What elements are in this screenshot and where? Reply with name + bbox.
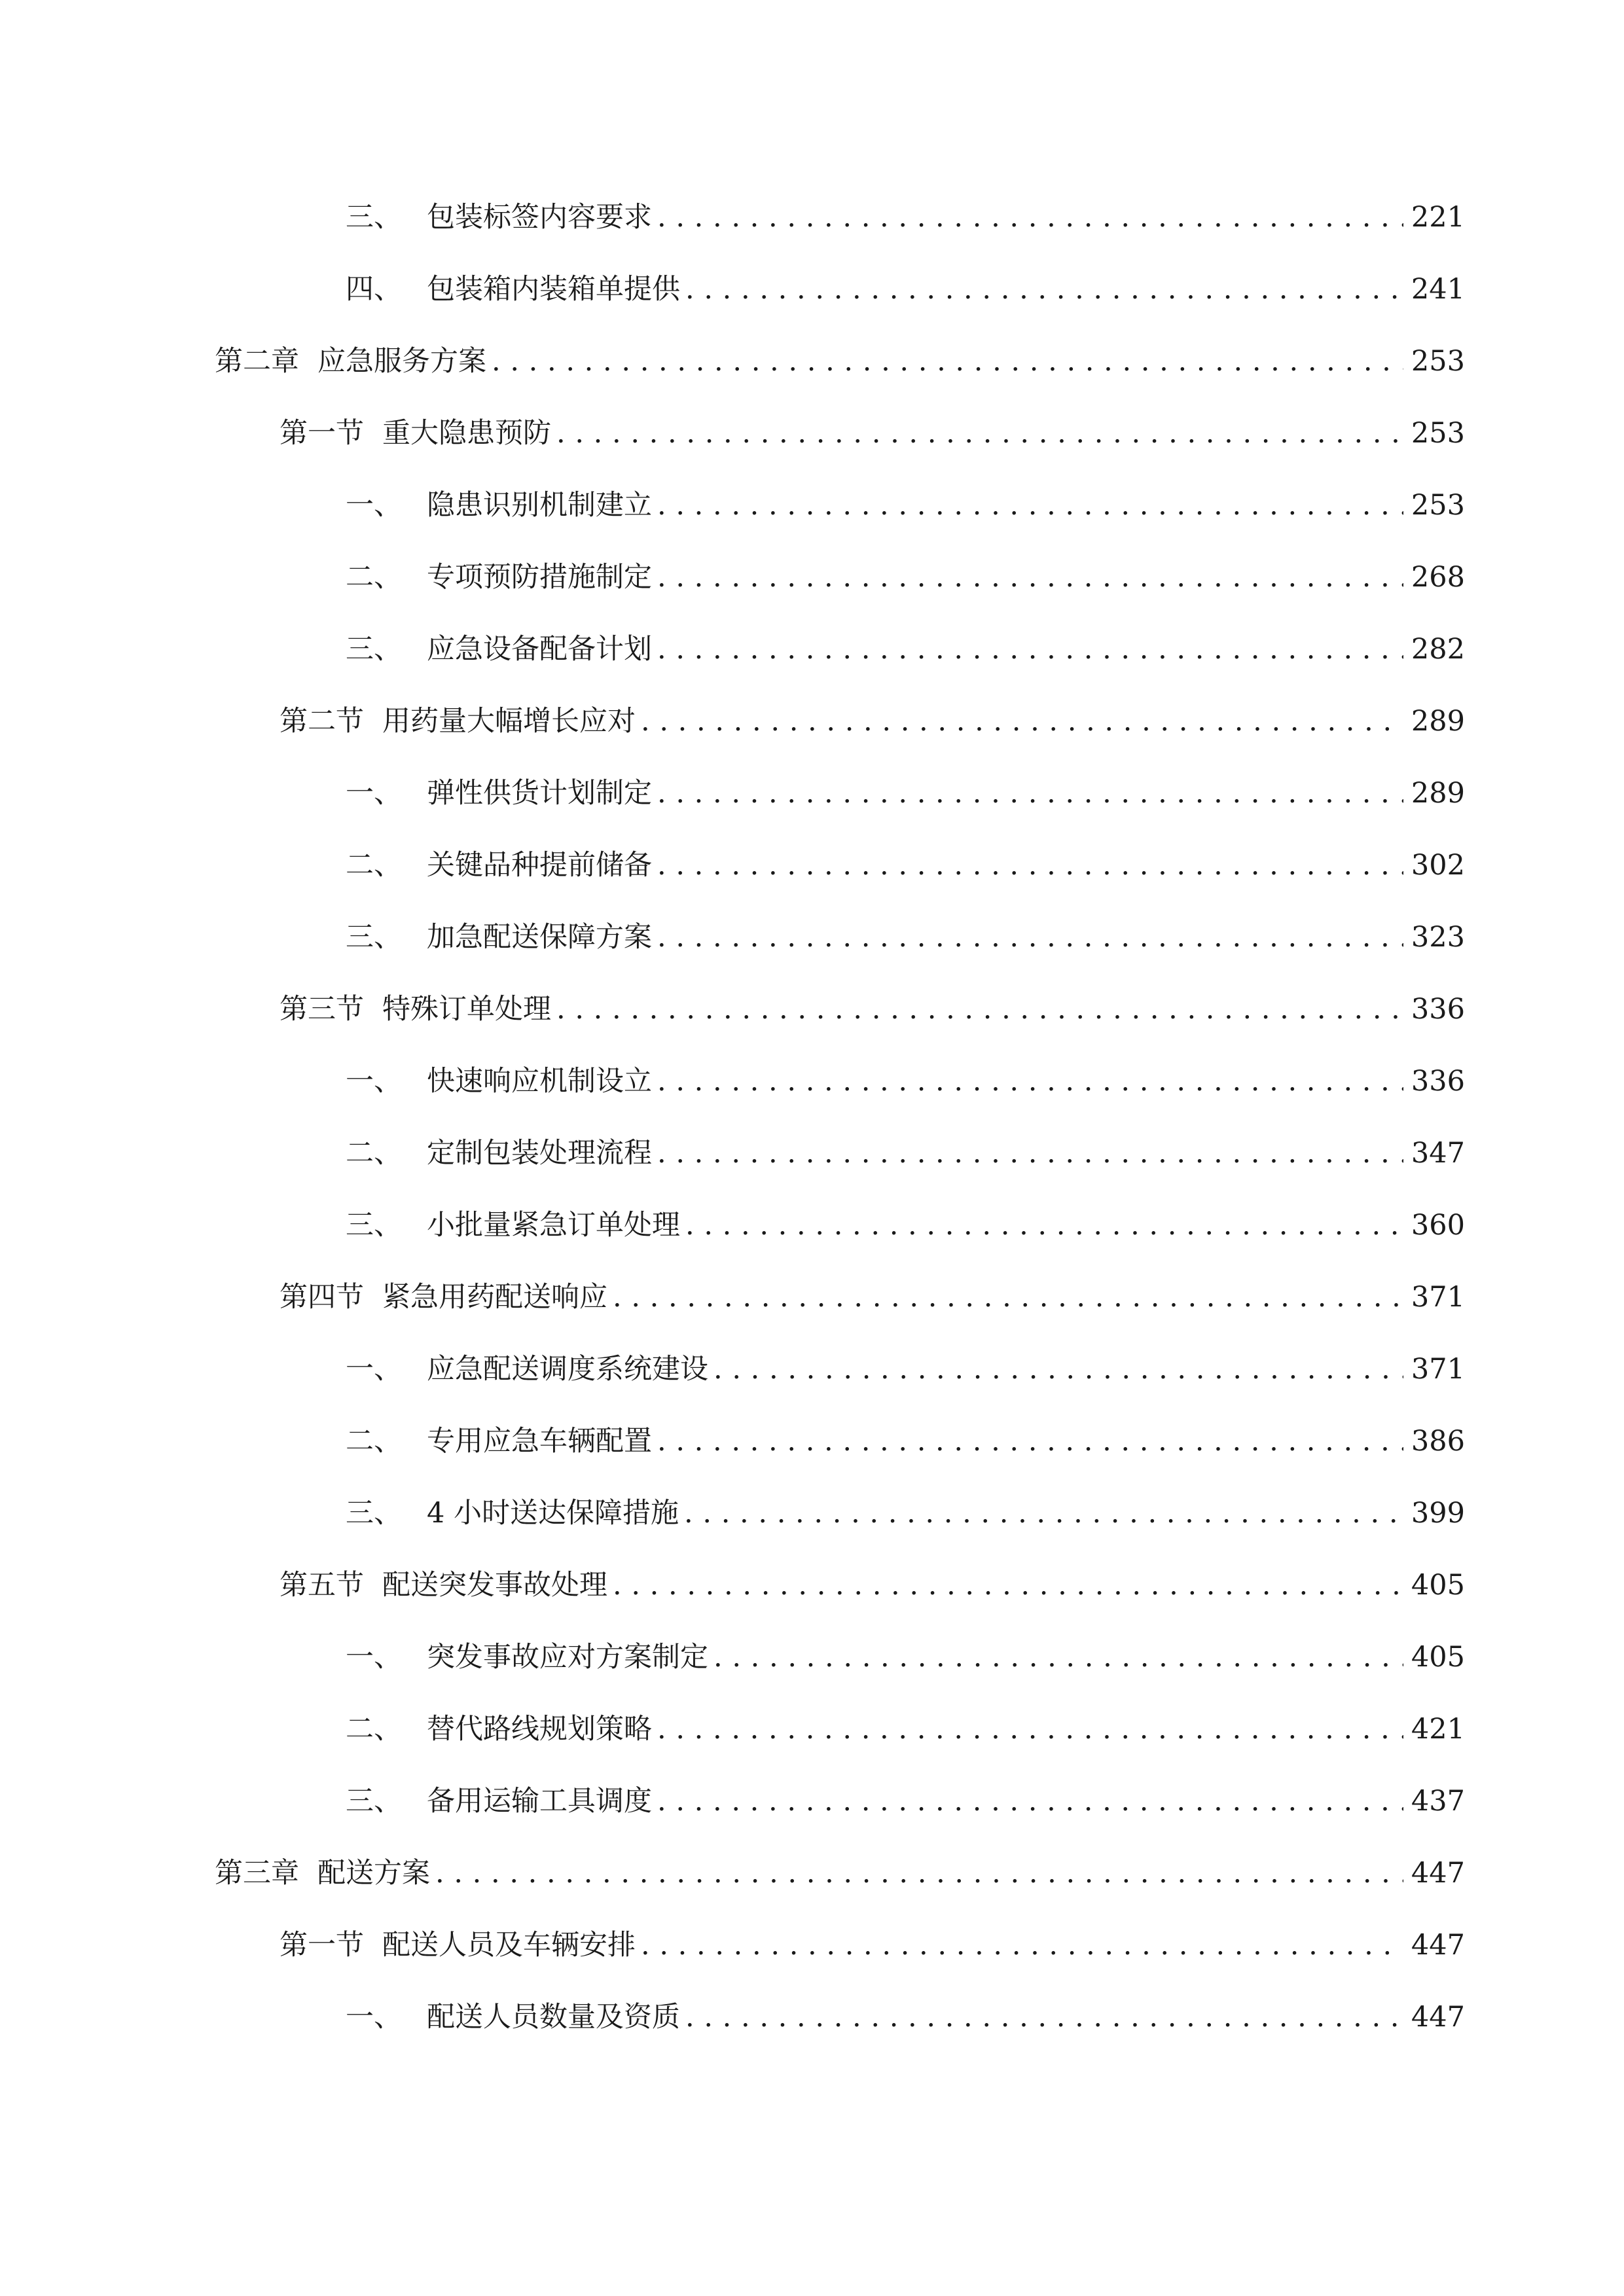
toc-entry-page-number: 289 [1411,705,1465,738]
toc-dot-leader [641,698,1403,744]
toc-entry-title: 包装箱内装箱单提供 [427,273,680,306]
toc-entry[interactable] [280,410,1465,456]
toc-dot-leader [657,554,1403,600]
toc-entry-number: 二、 [346,1137,402,1170]
toc-entry-number: 二、 [346,1713,402,1746]
toc-entry-number: 三、 [346,921,402,954]
toc-entry-title: 专项预防措施制定 [427,561,652,594]
toc-entry[interactable] [346,770,1465,816]
toc-dot-leader [657,1130,1403,1176]
toc-entry[interactable] [346,194,1465,240]
toc-entry[interactable] [280,986,1465,1032]
toc-entry[interactable] [346,482,1465,528]
toc-entry[interactable] [280,698,1465,744]
toc-entry-title: 特殊订单处理 [382,993,551,1026]
toc-entry[interactable] [346,1130,1465,1176]
toc-entry-title: 用药量大幅增长应对 [382,705,636,738]
toc-entry-title: 包装标签内容要求 [427,201,652,234]
toc-entry-number: 三、 [346,1209,402,1242]
toc-dot-leader [641,1922,1403,1968]
toc-entry-number: 第二节 [280,705,364,738]
toc-dot-leader [713,1346,1403,1392]
toc-entry[interactable] [280,1562,1465,1608]
toc-entry-title: 弹性供货计划制定 [427,777,652,810]
toc-entry-title: 配送人员及车辆安排 [382,1929,636,1962]
toc-entry-number: 三、 [346,633,402,666]
toc-entry-title: 隐患识别机制建立 [427,489,652,522]
toc-dot-leader [657,626,1403,672]
toc-entry-page-number: 253 [1411,489,1465,522]
toc-entry-title: 4 小时送达保障措施 [427,1497,679,1530]
toc-entry[interactable] [346,554,1465,600]
toc-dot-leader [657,1058,1403,1104]
toc-entry-page-number: 241 [1411,273,1465,306]
toc-entry-page-number: 405 [1411,1641,1465,1674]
toc-entry-number: 四、 [346,273,402,306]
toc-entry[interactable] [280,1922,1465,1968]
toc-entry-number: 三、 [346,1497,402,1530]
toc-dot-leader [685,1202,1403,1248]
toc-entry[interactable] [346,1346,1465,1392]
toc-entry-page-number: 447 [1411,1857,1465,1890]
toc-entry-page-number: 405 [1411,1569,1465,1602]
toc-entry[interactable] [346,914,1465,960]
toc-entry-page-number: 421 [1411,1713,1465,1746]
toc-dot-leader [657,1706,1403,1752]
toc-entry-page-number: 336 [1411,1065,1465,1098]
toc-entry-title: 突发事故应对方案制定 [427,1641,708,1674]
toc-entry-number: 第二章 [215,345,299,378]
toc-dot-leader [492,338,1403,384]
toc-entry-title: 重大隐患预防 [382,417,551,450]
toc-dot-leader [685,1994,1403,2040]
toc-entry-title: 加急配送保障方案 [427,921,652,954]
toc-entry-number: 一、 [346,1641,402,1674]
toc-entry-page-number: 447 [1411,2001,1465,2034]
toc-entry-page-number: 289 [1411,777,1465,810]
toc-entry-number: 第一节 [280,1929,364,1962]
toc-entry-title: 小批量紧急订单处理 [427,1209,680,1242]
toc-entry[interactable] [346,1706,1465,1752]
toc-entry[interactable] [346,842,1465,888]
toc-dot-leader [657,842,1403,888]
toc-dot-leader [657,914,1403,960]
toc-dot-leader [713,1634,1403,1680]
toc-entry-page-number: 360 [1411,1209,1465,1242]
toc-entry-page-number: 437 [1411,1785,1465,1818]
toc-entry-title: 配送人员数量及资质 [427,2001,680,2034]
toc-entry-number: 三、 [346,1785,402,1818]
toc-entry-number: 一、 [346,1353,402,1386]
toc-entry-title: 快速响应机制设立 [427,1065,652,1098]
toc-entry-title: 紧急用药配送响应 [382,1281,607,1314]
toc-entry[interactable] [346,626,1465,672]
toc-entry[interactable] [346,266,1465,312]
toc-entry[interactable] [346,1058,1465,1104]
toc-entry-number: 第一节 [280,417,364,450]
toc-entry-page-number: 253 [1411,345,1465,378]
toc-entry-page-number: 371 [1411,1353,1465,1386]
toc-dot-leader [684,1490,1403,1536]
toc-entry-number: 第三章 [215,1857,299,1890]
toc-dot-leader [657,1418,1403,1464]
toc-entry-number: 二、 [346,849,402,882]
toc-dot-leader [657,770,1403,816]
toc-entry-page-number: 447 [1411,1929,1465,1962]
toc-entry-page-number: 282 [1411,633,1465,666]
toc-entry-title: 替代路线规划策略 [427,1713,652,1746]
toc-entry-number: 一、 [346,777,402,810]
toc-entry[interactable] [346,1634,1465,1680]
toc-entry-number: 第五节 [280,1569,364,1602]
toc-entry-number: 三、 [346,201,402,234]
toc-dot-leader [685,266,1403,312]
toc-entry-number: 一、 [346,489,402,522]
toc-entry-title: 专用应急车辆配置 [427,1425,652,1458]
toc-entry[interactable] [280,1274,1465,1320]
toc-entry-title: 配送突发事故处理 [382,1569,607,1602]
toc-entry-page-number: 268 [1411,561,1465,594]
toc-entry-title: 应急服务方案 [317,345,486,378]
toc-entry[interactable] [215,338,1465,384]
toc-dot-leader [613,1274,1403,1320]
toc-entry[interactable] [346,1994,1465,2040]
toc-entry-title: 备用运输工具调度 [427,1785,652,1818]
toc-entry[interactable] [346,1202,1465,1248]
toc-entry-page-number: 371 [1411,1281,1465,1314]
toc-entry-number: 二、 [346,1425,402,1458]
toc-entry-number: 二、 [346,561,402,594]
toc-entry-title: 定制包装处理流程 [427,1137,652,1170]
toc-entry-page-number: 347 [1411,1137,1465,1170]
toc-dot-leader [435,1850,1403,1896]
toc-entry[interactable] [346,1418,1465,1464]
toc-dot-leader [657,194,1403,240]
toc-entry-number: 第四节 [280,1281,364,1314]
toc-entry[interactable] [346,1778,1465,1824]
toc-dot-leader [556,986,1403,1032]
toc-entry-page-number: 302 [1411,849,1465,882]
toc-entry-page-number: 386 [1411,1425,1465,1458]
toc-entry-number: 一、 [346,2001,402,2034]
toc-entry[interactable] [346,1490,1465,1536]
toc-entry-title: 应急设备配备计划 [427,633,652,666]
toc-entry-page-number: 253 [1411,417,1465,450]
toc-entry-title: 关键品种提前储备 [427,849,652,882]
toc-entry-page-number: 323 [1411,921,1465,954]
toc-entry-page-number: 221 [1411,201,1465,234]
toc-dot-leader [613,1562,1403,1608]
toc-entry[interactable] [215,1850,1465,1896]
toc-entry-title: 配送方案 [317,1857,430,1890]
toc-dot-leader [657,1778,1403,1824]
toc-entry-number: 一、 [346,1065,402,1098]
toc-dot-leader [556,410,1403,456]
toc-entry-page-number: 336 [1411,993,1465,1026]
toc-entry-title: 应急配送调度系统建设 [427,1353,708,1386]
toc-dot-leader [657,482,1403,528]
toc-entry-number: 第三节 [280,993,364,1026]
toc-entry-page-number: 399 [1411,1497,1465,1530]
